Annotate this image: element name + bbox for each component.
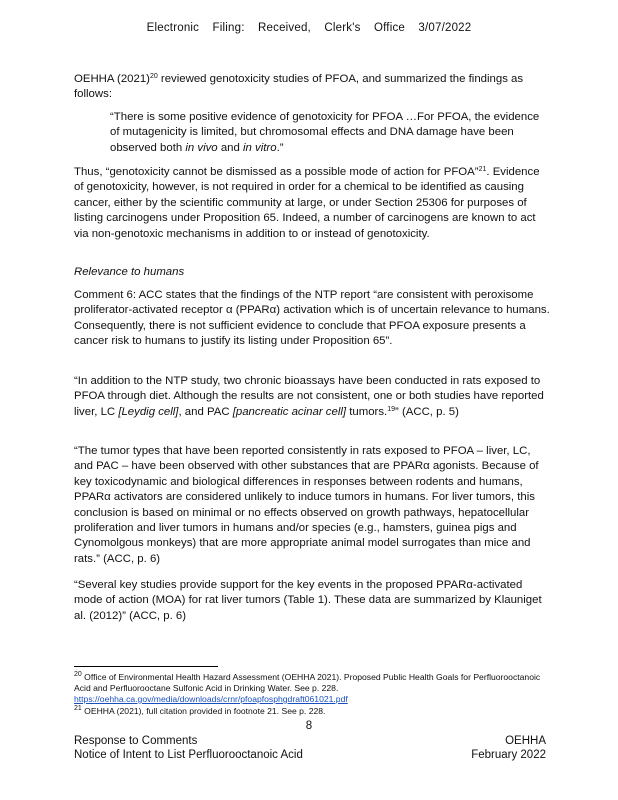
footnote-number: 20: [74, 671, 82, 678]
footer-row-1: [74, 734, 546, 748]
paragraph-key-studies: [74, 578, 550, 624]
quote-italic-text: in vitro: [243, 141, 277, 154]
paragraph-text: : ACC states that the findings of the NTP report “are consistent with peroxisome proliferator-activated receptor α (PPARα) activation which is of uncertain relevance to humans. Consequently, there is not sufficient evidence to conclude that PFOA exposure presents a cancer risk to humans to justify its listing under Proposition 65”.: [74, 289, 550, 348]
paragraph-text: ” (ACC, p. 5): [395, 405, 459, 418]
paragraph-text: “The tumor types that have been reported consistently in rats exposed to PFOA – liver, LC, and PAC – have been observed with other substances that are PPARα agonists. Because of key toxicodynamic and biological differences in responses between rodents and humans, PPARα activators are considered unlikely to induce tumors in humans. For liver tumors, this conclusion is based on minimal or no effects observed on growth pathways, hepatocellular proliferation and liver tumors in humans and/or species (e.g., hamsters, guinea pigs and Cynomolgous monkeys) that are more appropriate animal model surrogates than mice and rats.” (ACC, p. 6): [74, 445, 539, 565]
italic-text: [pancreatic acinar cell]: [232, 405, 347, 418]
block-quote: [74, 110, 550, 156]
paragraph-text: , and PAC: [178, 405, 233, 418]
header-word: Filing:: [212, 22, 245, 34]
footnote-text: OEHHA (2021), full citation provided in footnote 21. See p. 228.: [81, 706, 326, 716]
filing-stamp-header: [0, 22, 618, 34]
footnote-text: Office of Environmental Health Hazard Assessment (OEHHA 2021). Proposed Public Health Goals for Perfluorooctanoic Acid and Perfluorooctane Sulfonic Acid in Drinking Water. See p. 228.: [74, 672, 541, 693]
section-subheading: [74, 265, 550, 280]
comment-label: Comment 6: [74, 289, 133, 301]
header-word: Received,: [258, 22, 311, 34]
paragraph-text: tumors.: [346, 405, 388, 418]
subheading-text: Relevance to humans: [74, 266, 185, 278]
paragraph-text: “In addition to the NTP study, two chronic bioassays have been conducted in rats exposed to PFOA through diet. Although the results are not consistent, one or both studies have reported liver, LC: [74, 375, 544, 418]
italic-text: [Leydig cell]: [118, 405, 179, 418]
paragraph-text: . Evidence of genotoxicity, however, is not required in order for a chemical to be identified as causing cancer, either by the scientific community at large, or under Section 25306 for purposes of listing carcinogens under Proposition 65. Indeed, a number of carcinogens are known to act via non-genotoxic mechanisms in addition to or instead of genotoxicity.: [74, 166, 540, 240]
quote-text: .”: [276, 141, 284, 154]
footnote-ref[interactable]: 21: [478, 166, 487, 173]
paragraph-text: reviewed genotoxicity studies of PFOA, and summarized the findings as follows:: [74, 73, 524, 101]
footnote-number: 21: [74, 705, 82, 712]
quote-text: “There is some positive evidence of genotoxicity for PFOA …For PFOA, the evidence of mutagenicity is limited, but chromosomal effects and DNA damage have been observed both: [110, 111, 540, 154]
footnote-link[interactable]: https://oehha.ca.gov/media/downloads/crnr/pfoapfosphgdraft061021.pdf: [74, 694, 348, 704]
footnote-divider: [74, 666, 218, 667]
paragraph-text: OEHHA (2021): [74, 73, 150, 85]
footer-right: February 2022: [471, 749, 546, 761]
footnote-21: [74, 706, 550, 717]
paragraph-text: Thus, “genotoxicity cannot be dismissed as a possible mode of action for PFOA”: [74, 166, 479, 178]
paragraph-tumor-types: [74, 444, 550, 567]
footnote-ref[interactable]: 20: [149, 73, 158, 80]
page-number: 8: [305, 720, 313, 732]
footer-left: Response to Comments: [74, 735, 198, 747]
footer-right: OEHHA: [505, 735, 546, 747]
header-word: Clerk's: [324, 22, 361, 34]
footer-left: Notice of Intent to List Perfluorooctanoic Acid: [74, 749, 303, 761]
quote-italic-text: in vivo: [185, 141, 218, 154]
footer-row-2: [74, 748, 546, 762]
header-word: 3/07/2022: [418, 22, 472, 34]
paragraph-text: “Several key studies provide support for the key events in the proposed PPARα-activated mode of action (MOA) for rat liver tumors (Table 1). These data are summarized by Klauniget al. (2012)” (ACC, p. 6): [74, 579, 542, 622]
paragraph-genotoxicity: [74, 165, 550, 242]
paragraph-oehha-review: [74, 72, 550, 103]
header-word: Electronic: [146, 22, 200, 34]
paragraph-comment-6: [74, 288, 550, 350]
footnote-20: [74, 672, 550, 705]
paragraph-chronic-bioassays: [74, 374, 550, 420]
footnote-ref[interactable]: 19: [387, 405, 395, 413]
header-word: Office: [373, 22, 405, 34]
quote-text: and: [217, 141, 243, 154]
